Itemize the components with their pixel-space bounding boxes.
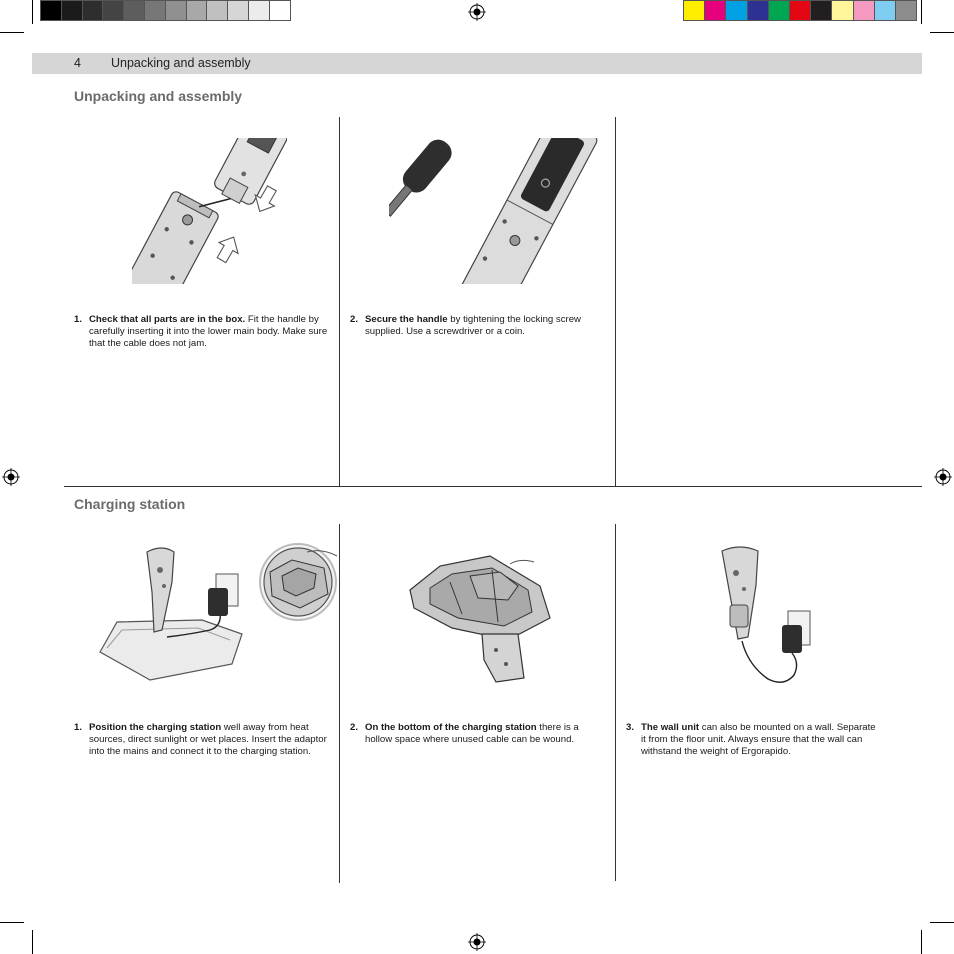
color-swatch — [269, 0, 291, 21]
color-swatch — [768, 0, 790, 21]
color-swatch — [248, 0, 270, 21]
crop-mark — [0, 32, 24, 33]
registration-mark-icon — [2, 468, 20, 486]
crop-mark — [921, 0, 922, 24]
crop-mark — [921, 930, 922, 954]
color-swatch — [853, 0, 875, 21]
color-swatch — [123, 0, 145, 21]
screwdriver-illustration — [389, 138, 602, 284]
color-swatch — [144, 0, 166, 21]
color-swatch — [206, 0, 228, 21]
crop-mark — [930, 32, 954, 33]
color-swatch — [747, 0, 769, 21]
registration-mark-icon — [468, 3, 486, 21]
column-divider — [615, 117, 616, 486]
section-title-charging-station: Charging station — [74, 496, 186, 512]
color-swatch — [810, 0, 832, 21]
color-swatch — [704, 0, 726, 21]
handle-insertion-illustration — [132, 138, 287, 284]
crop-mark — [0, 922, 24, 923]
color-swatch — [82, 0, 104, 21]
color-swatch — [683, 0, 705, 21]
crop-mark — [32, 930, 33, 954]
column-divider — [339, 117, 340, 486]
charging-station-floor-illustration — [92, 542, 337, 686]
registration-mark-icon — [468, 933, 486, 951]
column-divider — [615, 524, 616, 881]
color-swatch — [831, 0, 853, 21]
page-number: 4 — [74, 56, 81, 70]
color-swatch — [725, 0, 747, 21]
color-swatch — [102, 0, 124, 21]
color-swatch — [186, 0, 208, 21]
wall-unit-illustration — [718, 545, 848, 689]
crop-mark — [930, 922, 954, 923]
color-swatch — [165, 0, 187, 21]
section-divider — [64, 486, 922, 487]
section-title-unpacking: Unpacking and assembly — [74, 88, 243, 104]
color-swatch — [227, 0, 249, 21]
color-swatch — [789, 0, 811, 21]
charging-station-bottom-illustration — [400, 542, 552, 686]
crop-mark — [32, 0, 33, 24]
running-header-title: Unpacking and assembly — [111, 56, 251, 70]
registration-mark-icon — [934, 468, 952, 486]
color-swatch — [40, 0, 62, 21]
column-divider — [339, 524, 340, 883]
color-swatch — [61, 0, 83, 21]
color-swatch — [895, 0, 917, 21]
color-swatch — [874, 0, 896, 21]
